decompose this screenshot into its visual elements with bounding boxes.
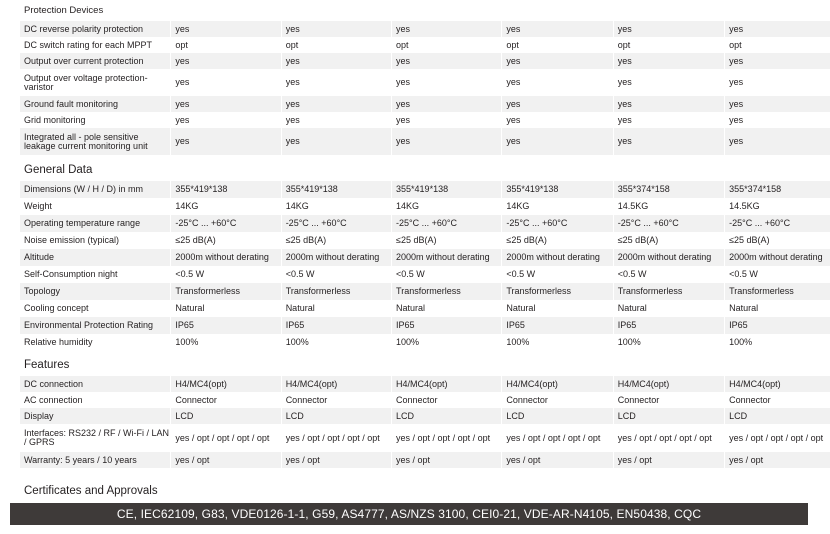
cell-value: 2000m without derating bbox=[281, 249, 391, 266]
cell-value: <0.5 W bbox=[725, 266, 830, 283]
cell-value: ≤25 dB(A) bbox=[502, 232, 613, 249]
cell-value: yes bbox=[281, 53, 391, 69]
cell-value: yes / opt / opt / opt / opt bbox=[613, 424, 724, 452]
row-label: Operating temperature range bbox=[20, 215, 171, 232]
cell-value: yes bbox=[281, 96, 391, 112]
cell-value: opt bbox=[725, 37, 830, 53]
cell-value: yes bbox=[502, 21, 613, 37]
cell-value: yes bbox=[502, 112, 613, 128]
row-label: Warranty: 5 years / 10 years bbox=[20, 452, 171, 468]
cell-value: yes / opt bbox=[392, 452, 502, 468]
cell-value: LCD bbox=[392, 408, 502, 424]
cell-value: yes bbox=[281, 69, 391, 96]
cell-value: yes bbox=[725, 112, 830, 128]
cell-value: yes bbox=[502, 128, 613, 155]
row-label: Topology bbox=[20, 283, 171, 300]
cell-value: 2000m without derating bbox=[171, 249, 281, 266]
row-label: Relative humidity bbox=[20, 334, 171, 351]
cell-value: <0.5 W bbox=[613, 266, 724, 283]
cell-value: -25°C ... +60°C bbox=[613, 215, 724, 232]
cell-value: yes bbox=[502, 96, 613, 112]
cell-value: 100% bbox=[613, 334, 724, 351]
cell-value: 355*419*138 bbox=[392, 181, 502, 198]
cell-value: yes bbox=[613, 69, 724, 96]
section-title-protection: Protection Devices bbox=[24, 5, 104, 16]
cell-value: <0.5 W bbox=[392, 266, 502, 283]
cell-value: 355*419*138 bbox=[171, 181, 281, 198]
cell-value: yes bbox=[392, 53, 502, 69]
cell-value: yes / opt bbox=[171, 452, 281, 468]
cell-value: 100% bbox=[281, 334, 391, 351]
table-row bbox=[20, 232, 830, 249]
table-row bbox=[20, 266, 830, 283]
cell-value: IP65 bbox=[613, 317, 724, 334]
cell-value: opt bbox=[281, 37, 391, 53]
cell-value: 100% bbox=[171, 334, 281, 351]
cell-value: -25°C ... +60°C bbox=[502, 215, 613, 232]
cell-value: opt bbox=[502, 37, 613, 53]
cell-value: 355*374*158 bbox=[725, 181, 830, 198]
cell-value: H4/MC4(opt) bbox=[281, 376, 391, 392]
cell-value: yes bbox=[392, 128, 502, 155]
table-row bbox=[20, 112, 830, 128]
cell-value: LCD bbox=[171, 408, 281, 424]
cell-value: yes bbox=[613, 21, 724, 37]
cell-value: Connector bbox=[281, 392, 391, 408]
certificates-list: CE, IEC62109, G83, VDE0126-1-1, G59, AS4777, AS/NZS 3100, CEI0-21, VDE-AR-N4105, EN50438, CQC bbox=[116, 507, 702, 521]
cell-value: yes / opt bbox=[613, 452, 724, 468]
cell-value: LCD bbox=[725, 408, 830, 424]
row-label: DC switch rating for each MPPT bbox=[20, 37, 171, 53]
cell-value: yes bbox=[725, 21, 830, 37]
cell-value: -25°C ... +60°C bbox=[281, 215, 391, 232]
cell-value: Natural bbox=[171, 300, 281, 317]
cell-value: yes bbox=[392, 96, 502, 112]
cell-value: yes bbox=[502, 69, 613, 96]
cell-value: 14KG bbox=[502, 198, 613, 215]
table-row bbox=[20, 408, 830, 424]
table-row bbox=[20, 249, 830, 266]
cell-value: 355*374*158 bbox=[613, 181, 724, 198]
row-label: Integrated all - pole sensitive leakage current monitoring unit bbox=[20, 128, 171, 155]
cell-value: yes bbox=[392, 21, 502, 37]
cell-value: Transformerless bbox=[502, 283, 613, 300]
cell-value: Transformerless bbox=[725, 283, 830, 300]
table-row bbox=[20, 21, 830, 37]
cell-value: 355*419*138 bbox=[502, 181, 613, 198]
table-row bbox=[20, 392, 830, 408]
cell-value: yes bbox=[613, 96, 724, 112]
cell-value: yes / opt bbox=[281, 452, 391, 468]
cell-value: yes bbox=[725, 96, 830, 112]
cell-value: yes bbox=[725, 128, 830, 155]
cell-value: 14.5KG bbox=[613, 198, 724, 215]
cell-value: <0.5 W bbox=[281, 266, 391, 283]
cell-value: IP65 bbox=[171, 317, 281, 334]
cell-value: Natural bbox=[281, 300, 391, 317]
cell-value: yes / opt bbox=[502, 452, 613, 468]
cell-value: yes bbox=[171, 53, 281, 69]
row-label: AC connection bbox=[20, 392, 171, 408]
cell-value: yes bbox=[171, 69, 281, 96]
cell-value: yes / opt / opt / opt / opt bbox=[171, 424, 281, 452]
cell-value: 2000m without derating bbox=[392, 249, 502, 266]
row-label: Output over current protection bbox=[20, 53, 171, 69]
table-row bbox=[20, 53, 830, 69]
cell-value: Transformerless bbox=[613, 283, 724, 300]
cell-value: yes bbox=[281, 112, 391, 128]
cell-value: yes bbox=[171, 128, 281, 155]
cell-value: ≤25 dB(A) bbox=[613, 232, 724, 249]
cell-value: yes bbox=[281, 21, 391, 37]
cell-value: 100% bbox=[725, 334, 830, 351]
cell-value: Natural bbox=[392, 300, 502, 317]
cell-value: yes bbox=[725, 53, 830, 69]
row-label: Self-Consumption night bbox=[20, 266, 171, 283]
table-row bbox=[20, 376, 830, 392]
cell-value: yes bbox=[281, 128, 391, 155]
cell-value: yes / opt / opt / opt / opt bbox=[725, 424, 830, 452]
cell-value: 14KG bbox=[392, 198, 502, 215]
general-data-table bbox=[20, 181, 830, 351]
cell-value: 14KG bbox=[281, 198, 391, 215]
cell-value: yes bbox=[171, 112, 281, 128]
cell-value: ≤25 dB(A) bbox=[171, 232, 281, 249]
row-label: Environmental Protection Rating bbox=[20, 317, 171, 334]
features-table bbox=[20, 376, 830, 468]
cell-value: yes bbox=[613, 128, 724, 155]
cell-value: Natural bbox=[725, 300, 830, 317]
table-row bbox=[20, 317, 830, 334]
row-label: Weight bbox=[20, 198, 171, 215]
table-row bbox=[20, 424, 830, 452]
cell-value: H4/MC4(opt) bbox=[392, 376, 502, 392]
cell-value: LCD bbox=[502, 408, 613, 424]
table-row bbox=[20, 96, 830, 112]
cell-value: ≤25 dB(A) bbox=[725, 232, 830, 249]
cell-value: 14.5KG bbox=[725, 198, 830, 215]
cell-value: Natural bbox=[613, 300, 724, 317]
table-row bbox=[20, 215, 830, 232]
row-label: DC reverse polarity protection bbox=[20, 21, 171, 37]
cell-value: Transformerless bbox=[171, 283, 281, 300]
cell-value: ≤25 dB(A) bbox=[392, 232, 502, 249]
cell-value: yes bbox=[392, 112, 502, 128]
cell-value: yes bbox=[171, 21, 281, 37]
row-label: Altitude bbox=[20, 249, 171, 266]
cell-value: Connector bbox=[613, 392, 724, 408]
cell-value: 14KG bbox=[171, 198, 281, 215]
cell-value: <0.5 W bbox=[502, 266, 613, 283]
cell-value: yes bbox=[502, 53, 613, 69]
table-row bbox=[20, 283, 830, 300]
row-label: DC connection bbox=[20, 376, 171, 392]
cell-value: IP65 bbox=[281, 317, 391, 334]
row-label: Interfaces: RS232 / RF / Wi-Fi / LAN / GPRS bbox=[20, 424, 171, 452]
cell-value: yes / opt bbox=[725, 452, 830, 468]
table-row bbox=[20, 181, 830, 198]
cell-value: Transformerless bbox=[392, 283, 502, 300]
table-row bbox=[20, 69, 830, 96]
row-label: Noise emission (typical) bbox=[20, 232, 171, 249]
row-label: Ground fault monitoring bbox=[20, 96, 171, 112]
table-row bbox=[20, 128, 830, 155]
cell-value: yes / opt / opt / opt / opt bbox=[281, 424, 391, 452]
cell-value: opt bbox=[392, 37, 502, 53]
row-label: Cooling concept bbox=[20, 300, 171, 317]
cell-value: Connector bbox=[725, 392, 830, 408]
cell-value: Natural bbox=[502, 300, 613, 317]
certificates-bar bbox=[10, 503, 808, 525]
cell-value: H4/MC4(opt) bbox=[725, 376, 830, 392]
table-row bbox=[20, 452, 830, 468]
cell-value: H4/MC4(opt) bbox=[171, 376, 281, 392]
table-row bbox=[20, 300, 830, 317]
cell-value: yes bbox=[392, 69, 502, 96]
cell-value: LCD bbox=[613, 408, 724, 424]
cell-value: H4/MC4(opt) bbox=[502, 376, 613, 392]
cell-value: Transformerless bbox=[281, 283, 391, 300]
cell-value: Connector bbox=[171, 392, 281, 408]
cell-value: -25°C ... +60°C bbox=[171, 215, 281, 232]
cell-value: 2000m without derating bbox=[725, 249, 830, 266]
cell-value: IP65 bbox=[392, 317, 502, 334]
cell-value: 355*419*138 bbox=[281, 181, 391, 198]
section-title-general: General Data bbox=[24, 164, 93, 176]
cell-value: opt bbox=[171, 37, 281, 53]
row-label: Grid monitoring bbox=[20, 112, 171, 128]
cell-value: 100% bbox=[502, 334, 613, 351]
cell-value: ≤25 dB(A) bbox=[281, 232, 391, 249]
cell-value: yes bbox=[171, 96, 281, 112]
cell-value: Connector bbox=[392, 392, 502, 408]
section-title-features: Features bbox=[24, 359, 70, 371]
table-row bbox=[20, 334, 830, 351]
cell-value: opt bbox=[613, 37, 724, 53]
cell-value: IP65 bbox=[725, 317, 830, 334]
cell-value: LCD bbox=[281, 408, 391, 424]
table-row bbox=[20, 37, 830, 53]
cell-value: 2000m without derating bbox=[502, 249, 613, 266]
section-title-certificates: Certificates and Approvals bbox=[24, 485, 158, 497]
table-row bbox=[20, 198, 830, 215]
row-label: Output over voltage protection-varistor bbox=[20, 69, 171, 96]
cell-value: yes bbox=[725, 69, 830, 96]
cell-value: IP65 bbox=[502, 317, 613, 334]
cell-value: H4/MC4(opt) bbox=[613, 376, 724, 392]
cell-value: yes / opt / opt / opt / opt bbox=[392, 424, 502, 452]
cell-value: <0.5 W bbox=[171, 266, 281, 283]
cell-value: yes / opt / opt / opt / opt bbox=[502, 424, 613, 452]
cell-value: -25°C ... +60°C bbox=[725, 215, 830, 232]
cell-value: yes bbox=[613, 112, 724, 128]
cell-value: 100% bbox=[392, 334, 502, 351]
cell-value: yes bbox=[613, 53, 724, 69]
row-label: Display bbox=[20, 408, 171, 424]
cell-value: Connector bbox=[502, 392, 613, 408]
cell-value: 2000m without derating bbox=[613, 249, 724, 266]
row-label: Dimensions (W / H / D) in mm bbox=[20, 181, 171, 198]
cell-value: -25°C ... +60°C bbox=[392, 215, 502, 232]
protection-table bbox=[20, 21, 830, 155]
